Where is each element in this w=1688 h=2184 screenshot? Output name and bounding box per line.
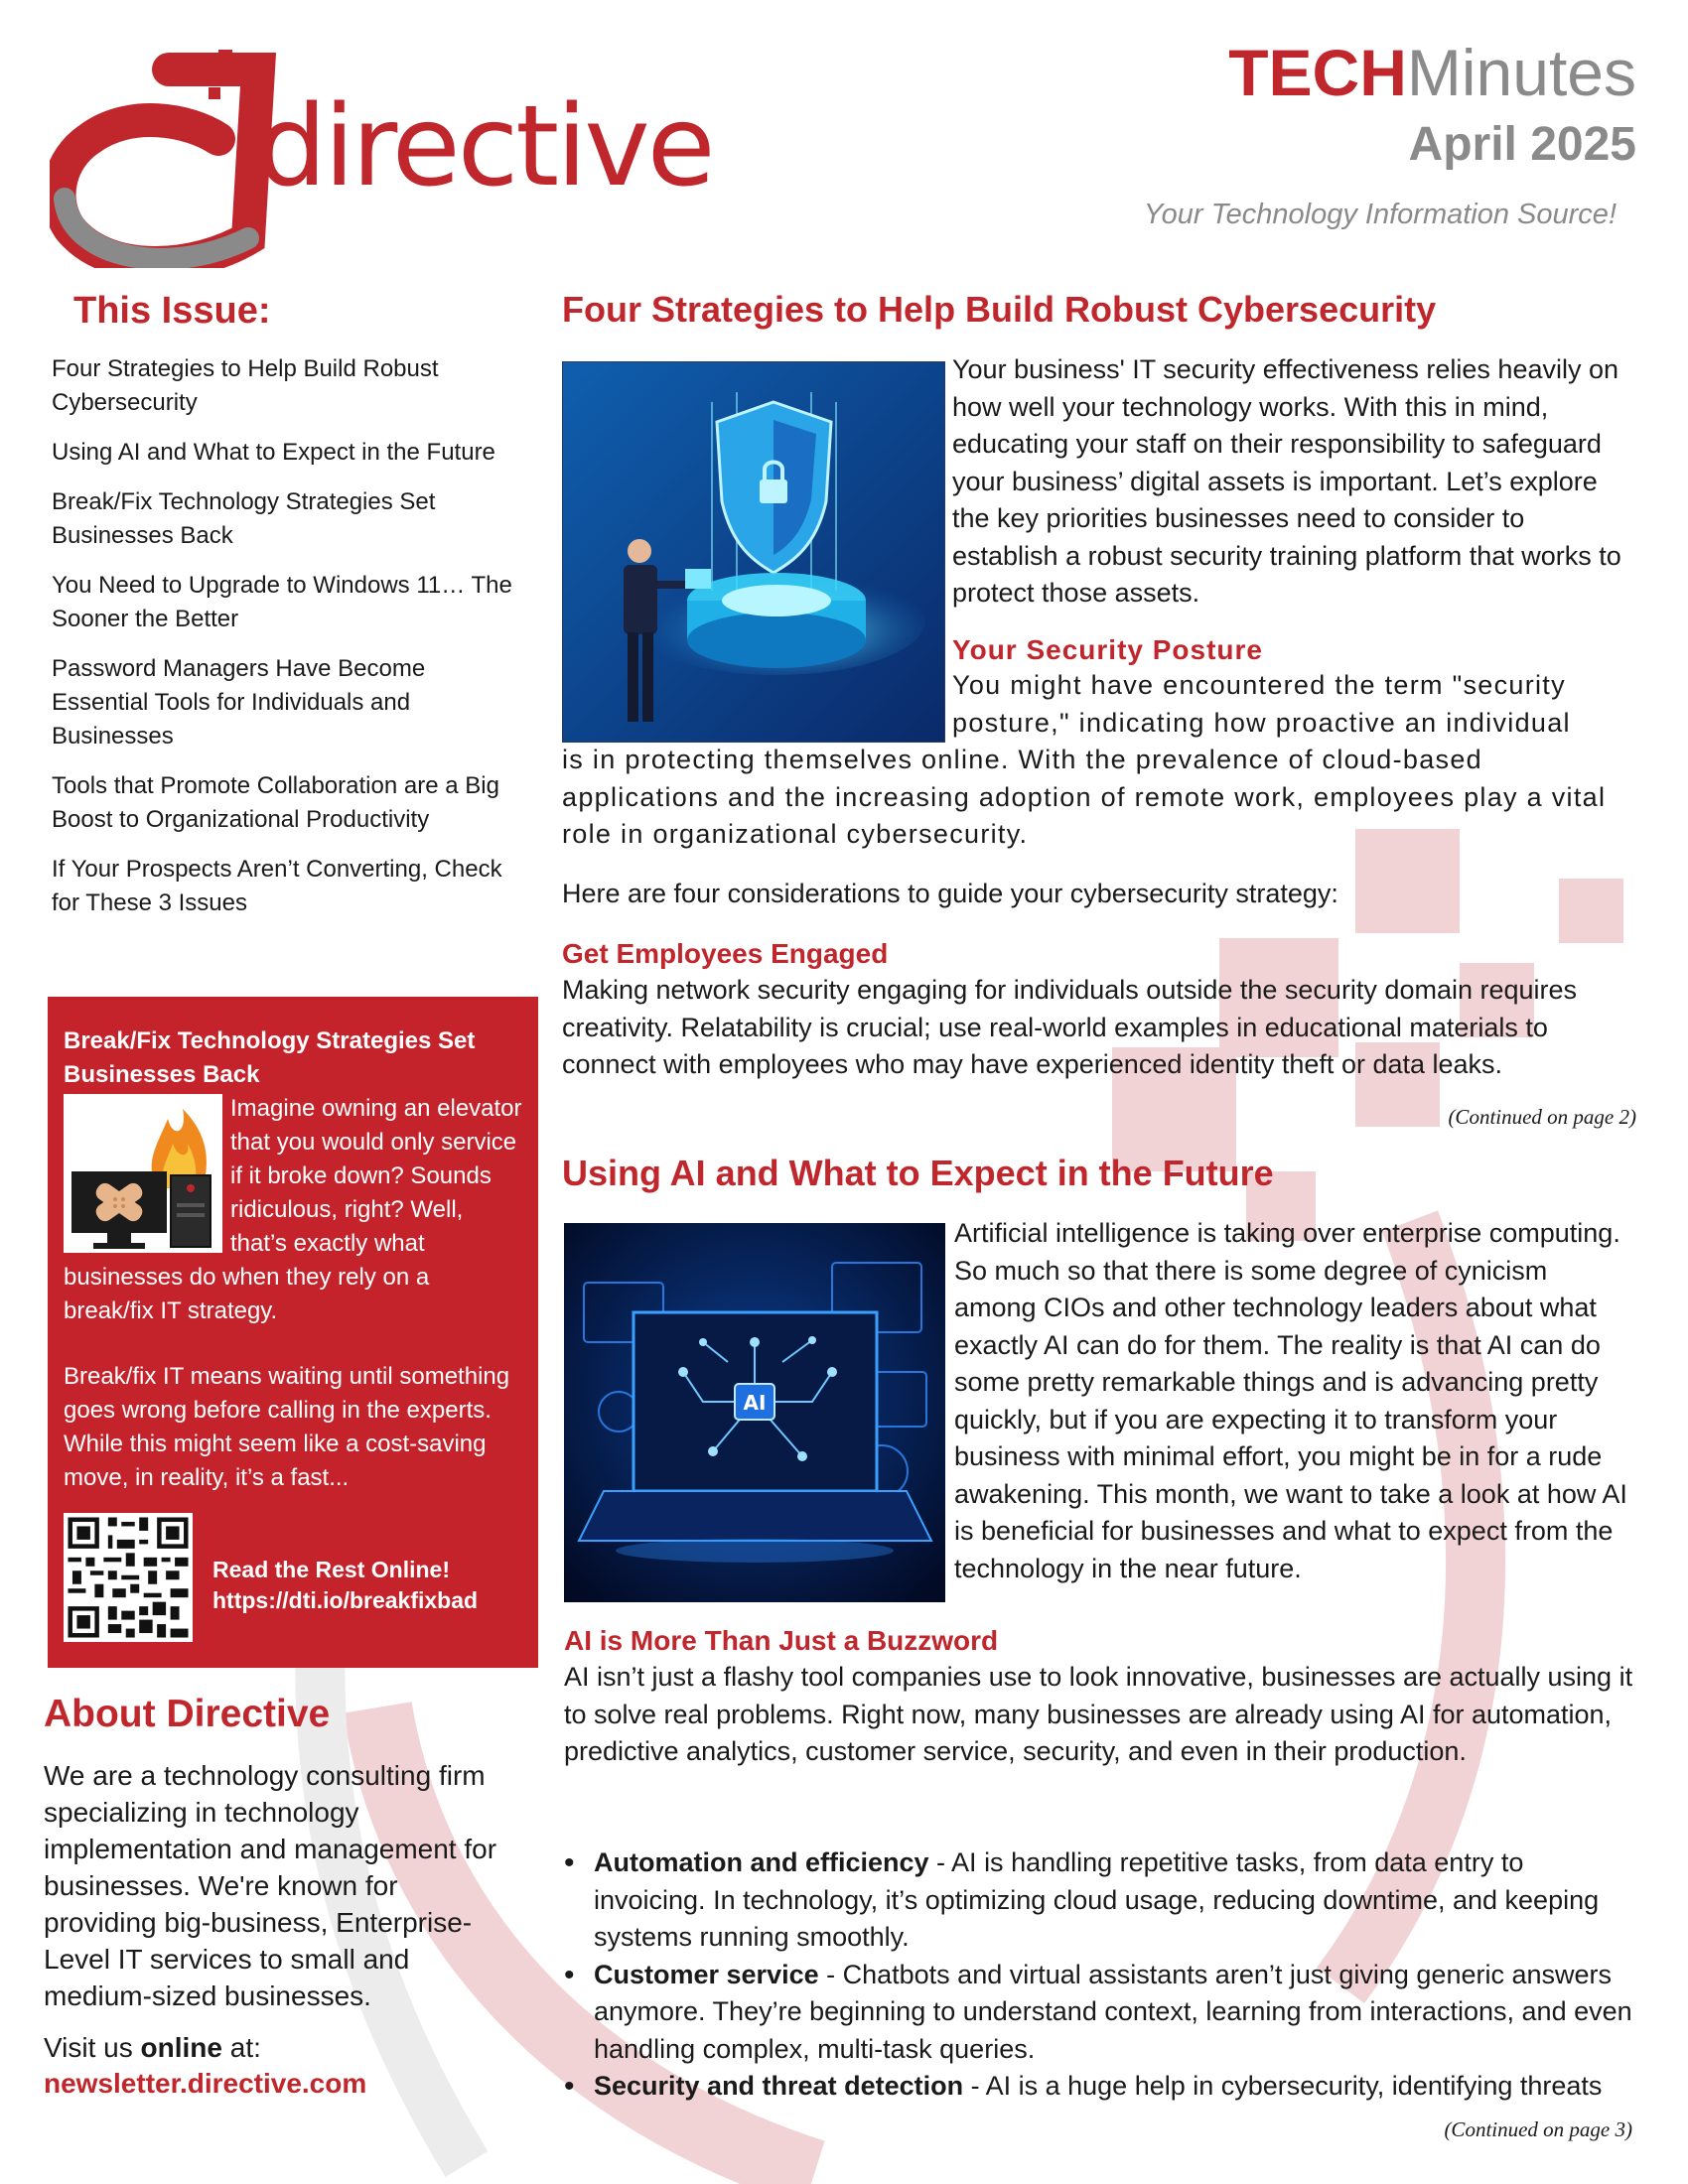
bullet-bold: Security and threat detection: [594, 2071, 964, 2101]
article-1-considerations: Here are four considerations to guide your cybersecurity strategy:: [562, 879, 1338, 908]
article-2-title: Using AI and What to Expect in the Future: [562, 1153, 1274, 1193]
qr-code-icon[interactable]: [64, 1513, 193, 1642]
article-1-engaged-text: Making network security engaging for individuals outside the security domain requires creativity. Relatability is crucial; use real-world examples in educational materials to connect with employees who may have experienced identity theft or data leaks.: [562, 975, 1578, 1079]
newsletter-link[interactable]: newsletter.directive.com: [44, 2068, 367, 2099]
this-issue-list: [52, 352, 518, 936]
broken-computer-fire-icon: [64, 1094, 222, 1253]
logo-wordmark: directive: [256, 82, 713, 211]
this-issue-heading: This Issue:: [73, 290, 271, 332]
breakfix-sidebar-box: [48, 997, 538, 1668]
list-item: [564, 2068, 1636, 2106]
about-text: We are a technology consulting firm specializing in technology implementation and management for businesses. We're known for providing big-business, Enterprise-Level IT services to small and medium-sized businesses.: [44, 1760, 497, 2011]
issue-date: April 2025: [1408, 118, 1636, 171]
article-1-subheading-security-posture: Your Security Posture: [952, 634, 1264, 665]
article-1-title: Four Strategies to Help Build Robust Cybersecurity: [562, 289, 1437, 330]
article-2-bullet-list: [564, 1844, 1636, 2106]
article-1-subheading-engaged: Get Employees Engaged: [562, 938, 889, 969]
article-1-continued: (Continued on page 2): [1448, 1105, 1636, 1129]
bullet-bold: Customer service: [594, 1959, 819, 1989]
issue-item[interactable]: You Need to Upgrade to Windows 11… The Sooner the Better: [52, 572, 512, 632]
article-1-posture-text-b: is in protecting themselves online. With the prevalence of cloud-based applications and the increasing adoption of remote work, employees play a vital role in organizational cybersecurity.: [562, 745, 1607, 849]
breakfix-para-1: Imagine owning an elevator that you would only service if it broke down? Sounds ridiculous, right? Well, that’s exactly what businesses do when they rely on a break/fix IT strategy.: [64, 1095, 522, 1324]
ai-chip-label: AI: [743, 1391, 767, 1415]
about-heading: About Directive: [44, 1693, 331, 1735]
masthead: [1143, 36, 1636, 231]
visit-line: [44, 2032, 261, 2064]
newsletter-title: [1144, 36, 1636, 109]
breakfix-para-2: Break/fix IT means waiting until something goes wrong before calling in the experts. While this might seem like a cost-saving move, in reality, it’s a fast...: [64, 1363, 510, 1491]
title-minutes: Minutes: [1406, 36, 1636, 109]
visit-prefix: Visit us: [44, 2032, 141, 2063]
bullet-text: - AI is a huge help in cybersecurity, identifying threats: [963, 2071, 1603, 2101]
bullet-bold: Automation and efficiency: [594, 1847, 929, 1877]
tagline: Your Technology Information Source!: [1143, 199, 1617, 230]
breakfix-text: [64, 1092, 522, 1495]
issue-item[interactable]: Tools that Promote Collaboration are a Big Boost to Organizational Productivity: [52, 772, 499, 833]
list-item: [564, 1844, 1636, 1957]
read-online-block: [212, 1555, 478, 1616]
read-online-label: Read the Rest Online!: [212, 1557, 450, 1582]
bullet-text: - AI is handling repetitive tasks, from data entry to invoicing. In technology, it’s optimizing cloud usage, reducing downtime, and keeping systems running smoothly.: [594, 1847, 1600, 1952]
article-2-intro: Artificial intelligence is taking over enterprise computing. So much so that there is some degree of cynicism among CIOs and other technology leaders about what exactly AI can do for them. The reality is that AI can do some pretty remarkable things and is advancing pretty quickly, but if you are expecting it to transform your business with minimal effort, you might be in for a rude awakening. This month, we want to take a look at how AI is beneficial for businesses and what to expect from the technology in the near future.: [954, 1218, 1627, 1583]
read-online-url[interactable]: https://dti.io/breakfixbad: [212, 1587, 479, 1613]
article-1-posture-text-a: You might have encountered the term "security posture," indicating how proactive an individual: [952, 670, 1571, 738]
issue-item[interactable]: If Your Prospects Aren’t Converting, Check for These 3 Issues: [52, 856, 502, 916]
issue-item[interactable]: Using AI and What to Expect in the Future: [52, 439, 495, 466]
breakfix-qr-row: [64, 1513, 530, 1642]
cybersecurity-shield-icon: [562, 361, 945, 743]
list-item: [564, 1957, 1636, 2069]
visit-bold: online: [140, 2032, 222, 2063]
issue-item[interactable]: Password Managers Have Become Essential Tools for Individuals and Businesses: [52, 655, 426, 750]
breakfix-title: Break/Fix Technology Strategies Set Businesses Back: [64, 1027, 476, 1088]
article-1-intro: Your business' IT security effectiveness relies heavily on how well your technology works. With this in mind, educating your staff on their responsibility to safeguard your business’ digital assets is important. Let’s explore the key priorities businesses need to consider to establish a robust security training platform that works to protect those assets.: [952, 354, 1621, 608]
visit-suffix: at:: [221, 2032, 261, 2063]
article-2-subheading-buzzword: AI is More Than Just a Buzzword: [564, 1625, 999, 1656]
issue-item[interactable]: Break/Fix Technology Strategies Set Businesses Back: [52, 488, 436, 549]
bullet-text: - Chatbots and virtual assistants aren’t just giving generic answers anymore. They’re beginning to understand context, learning from interactions, and even handling complex, multi-task queries.: [594, 1959, 1632, 2064]
title-tech: TECH: [1228, 36, 1407, 109]
article-2-continued: (Continued on page 3): [1444, 2117, 1632, 2141]
issue-item[interactable]: Four Strategies to Help Build Robust Cybersecurity: [52, 355, 439, 416]
ai-laptop-icon: [564, 1223, 945, 1602]
article-2-buzzword-text: AI isn’t just a flashy tool companies use to look innovative, businesses are actually using it to solve real problems. Right now, many businesses are already using AI for automation, predictive analytics, customer service, security, and even in their production.: [564, 1662, 1633, 1766]
